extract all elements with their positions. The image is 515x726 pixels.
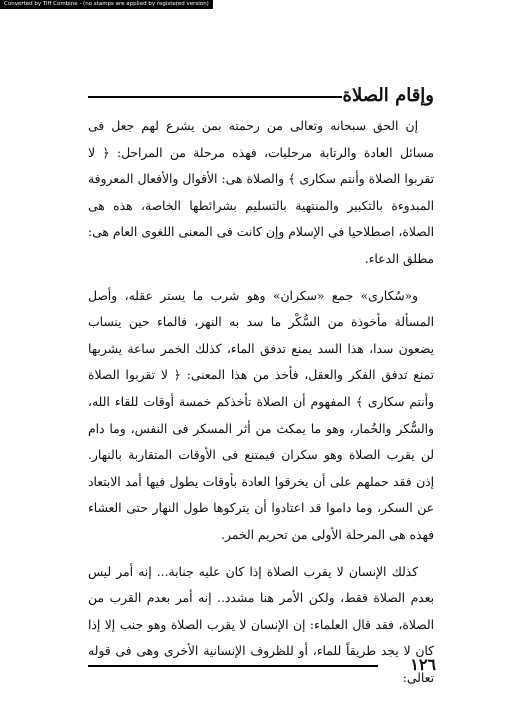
body-text	[88, 113, 434, 691]
header-rule	[88, 96, 342, 98]
paragraph-3: كذلك الإنسان لا يقرب الصلاة إذا كان عليه جنابة... إنه أمر ليس بعدم الصلاة فقط، ولكن الأمر هنا مشدد.. إنه أمر بعدم القرب من الصلاة، فقد قال العلماء: إن الإنسان لا يقرب الصلاة وهو جنب إلا إذا كان لا يجد طريقاً للماء، أو للظروف الإنسانية الأخرى وهى فى قوله تعالى:	[88, 564, 434, 685]
footer-rule	[88, 665, 378, 667]
paragraph-2: و«سُكارى» جمع «سكران» وهو شرب ما يستر عقله، وأصل المسألة مأخوذة من السُّكْر ما سد به النهر، فالماء حين ينساب يضعون سدا، هذا السد يمنع تدفق الماء، كذلك الخمر ساعة يشربها تمنع تدفق الفكر والعقل، فأخذ من هذا المعنى: ﴿ لا تقربوا الصلاة وأنتم سكارى ﴾ المفهوم أن الصلاة تأخذكم خمسة أوقات للقاء الله، والسُّكر والخُمار، وهو ما يمكث من أثر المسكر فى النفس، وما دام لن يقرب الصلاة وهو سكران فيمتنع فى الأوقات المتقاربة بالنهار. إذن فقد حملهم على أن يخرقوا العادة بأوقات يطول فيها أمد الابتعاد عن السكر، وما داموا قد اعتادوا أن يتركوها طول النهار حتى العشاء فهذه هى المرحلة الأولى من تحريم الخمر.	[88, 288, 434, 542]
paragraph-1: إن الحق سبحانه وتعالى من رحمته بمن يشرع لهم جعل فى مسائل العادة والرتابة مرحليات، فهذه مرحلة من المراحل: ﴿ لا تقربوا الصلاة وأنتم سكارى ﴾ والصلاة هى: الأقوال والأفعال المعروفة المبدوءة بالتكبير والمنتهية بالتسليم بشرائطها الخاصة، هذه هى الصلاة، اصطلاحيا فى الإسلام وإن كانت فى المعنى اللغوى العام هى: مطلق الدعاء.	[88, 119, 434, 266]
running-header	[88, 84, 434, 110]
page-number: ١٢٦	[410, 655, 436, 674]
chapter-title: وإقام الصلاة	[342, 85, 434, 106]
converter-watermark: Converted by Tiff Combine - (no stamps are applied by registered version)	[0, 0, 213, 9]
